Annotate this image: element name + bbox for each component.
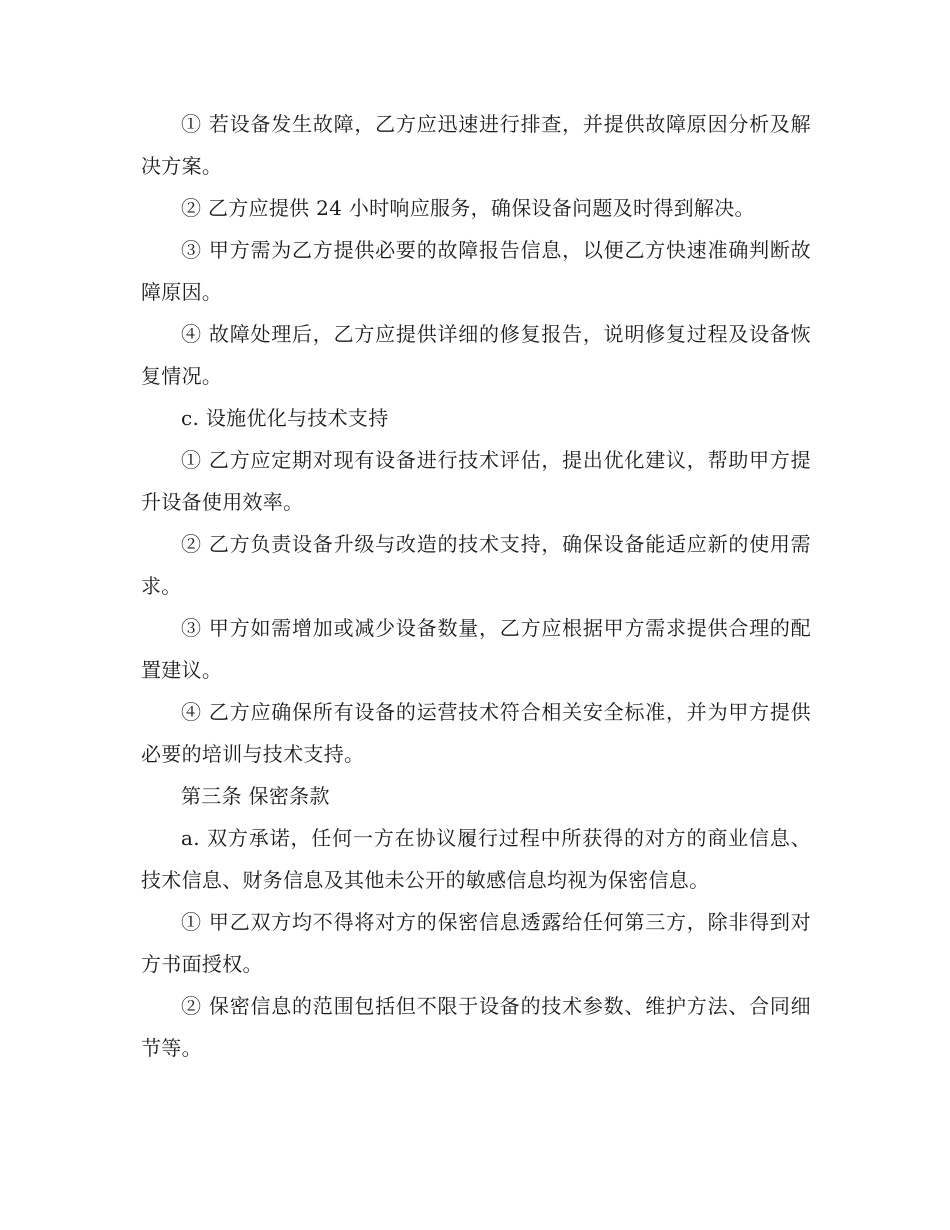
paragraph-fault-1: ① 若设备发生故障，乙方应迅速进行排查，并提供故障原因分析及解决方案。 xyxy=(141,112,811,178)
document-body xyxy=(141,103,811,1069)
paragraph-confidentiality-a: a. 双方承诺，任何一方在协议履行过程中所获得的对方的商业信息、技术信息、财务信息及其他未公开的敏感信息均视为保密信息。 xyxy=(141,826,811,892)
paragraph-confidentiality-2: ② 保密信息的范围包括但不限于设备的技术参数、维护方法、合同细节等。 xyxy=(141,994,811,1060)
paragraph-optimization-3: ③ 甲方如需增加或减少设备数量，乙方应根据甲方需求提供合理的配置建议。 xyxy=(141,616,811,682)
paragraph-fault-4: ④ 故障处理后，乙方应提供详细的修复报告，说明修复过程及设备恢复情况。 xyxy=(141,322,811,388)
paragraph-optimization-4: ④ 乙方应确保所有设备的运营技术符合相关安全标准，并为甲方提供必要的培训与技术支持。 xyxy=(141,700,811,766)
article-heading-3: 第三条 保密条款 xyxy=(181,784,330,808)
paragraph-confidentiality-1: ① 甲乙双方均不得将对方的保密信息透露给任何第三方，除非得到对方书面授权。 xyxy=(141,910,811,976)
paragraph-optimization-2: ② 乙方负责设备升级与改造的技术支持，确保设备能适应新的使用需求。 xyxy=(141,532,811,598)
paragraph-fault-3: ③ 甲方需为乙方提供必要的故障报告信息，以便乙方快速准确判断故障原因。 xyxy=(141,238,811,304)
paragraph-fault-2: ② 乙方应提供 24 小时响应服务，确保设备问题及时得到解决。 xyxy=(181,196,755,220)
paragraph-optimization-1: ① 乙方应定期对现有设备进行技术评估，提出优化建议，帮助甲方提升设备使用效率。 xyxy=(141,448,811,514)
section-heading-c: c. 设施优化与技术支持 xyxy=(181,406,389,430)
